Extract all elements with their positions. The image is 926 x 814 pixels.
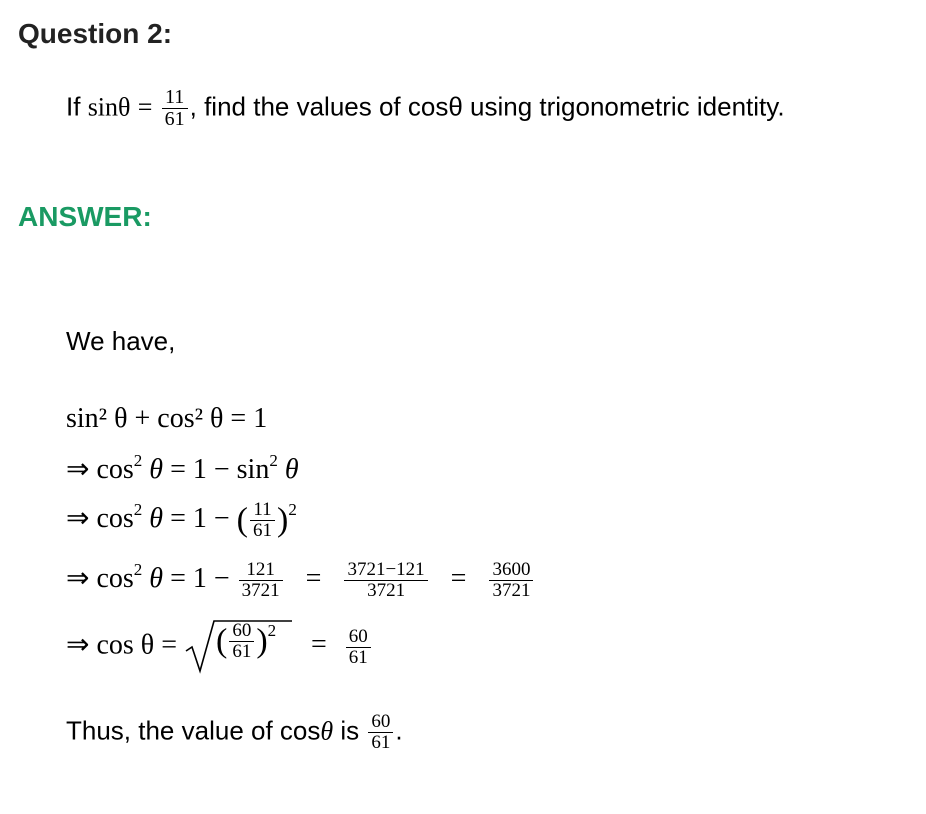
conclusion-is: is [333, 715, 360, 746]
numerator: 60 [229, 621, 254, 642]
numerator: 60 [368, 712, 393, 733]
fraction-121-3721 [239, 560, 283, 601]
cos-term: cos [96, 562, 134, 594]
given-fraction [162, 87, 188, 130]
denominator: 61 [348, 646, 368, 668]
question-text [66, 87, 785, 130]
if-word: If [66, 91, 81, 122]
denominator: 3721 [492, 579, 531, 601]
sin-theta: sinθ [87, 92, 131, 122]
numerator: 11 [250, 500, 275, 521]
denominator: 3721 [367, 579, 406, 601]
denominator: 61 [371, 731, 391, 753]
implies-arrow: ⇒ [66, 562, 90, 594]
denominator: 3721 [241, 579, 280, 601]
numerator: 3721−121 [344, 560, 427, 581]
conclusion [66, 712, 403, 753]
cos-term: cos [96, 502, 134, 534]
step-identity: sin² θ + cos² θ = 1 [66, 403, 268, 434]
intro-text: We have, [66, 326, 176, 356]
step-2: ⇒ $\cos^2 \theta = 1 - \sin^2 \theta$ [66, 451, 299, 485]
given-denominator: 61 [164, 108, 185, 130]
numerator: 60 [346, 627, 371, 648]
step-3-rhs: = 1 − [170, 502, 230, 534]
fraction-60-61 [229, 621, 254, 662]
fraction-3721-121 [344, 560, 427, 601]
fraction-3600-3721 [489, 560, 533, 601]
question-heading: Question 2: [18, 18, 173, 49]
question-rest: , find the values of cosθ using trigonometric identity. [189, 91, 785, 122]
step-5: ⇒ cos θ = ( $\frac{60}{61}$ )$^2$ = $\frac{60}{61}$ [66, 617, 373, 677]
equals-sign: = [137, 92, 153, 122]
denominator: 61 [232, 640, 252, 662]
implies-arrow: ⇒ [66, 454, 90, 485]
implies-arrow: ⇒ [66, 629, 90, 661]
fraction-11-61 [250, 500, 275, 541]
numerator: 3600 [489, 560, 533, 581]
square-root: ( $\frac{60}{61}$ )$^2$ [184, 617, 294, 677]
conclusion-text: Thus, the value of cos [66, 715, 321, 746]
period: . [395, 715, 403, 746]
step-4-rhs: = 1 − [170, 562, 230, 594]
step-3: ⇒ $\cos^2 \theta = 1$ − ( $\frac{11}{61}$ )$^2$ [66, 499, 297, 541]
cos-term: cos [96, 454, 134, 485]
step-4: ⇒ $\cos^2 \theta = 1$ − $\frac{121}{3721}$ = $\frac{3721-121}{3721}$ = $\frac{3600}{3721}$ [66, 560, 535, 601]
step-2-rhs: = 1 − sin [170, 454, 270, 485]
result-fraction [346, 627, 371, 668]
answer-heading: ANSWER: [18, 201, 152, 232]
step-5-lhs: cos θ = [96, 629, 177, 661]
given-numerator: 11 [162, 87, 188, 109]
implies-arrow: ⇒ [66, 502, 90, 534]
denominator: 61 [252, 519, 272, 541]
conclusion-fraction [368, 712, 393, 753]
theta: θ [320, 716, 334, 746]
numerator: 121 [239, 560, 283, 581]
